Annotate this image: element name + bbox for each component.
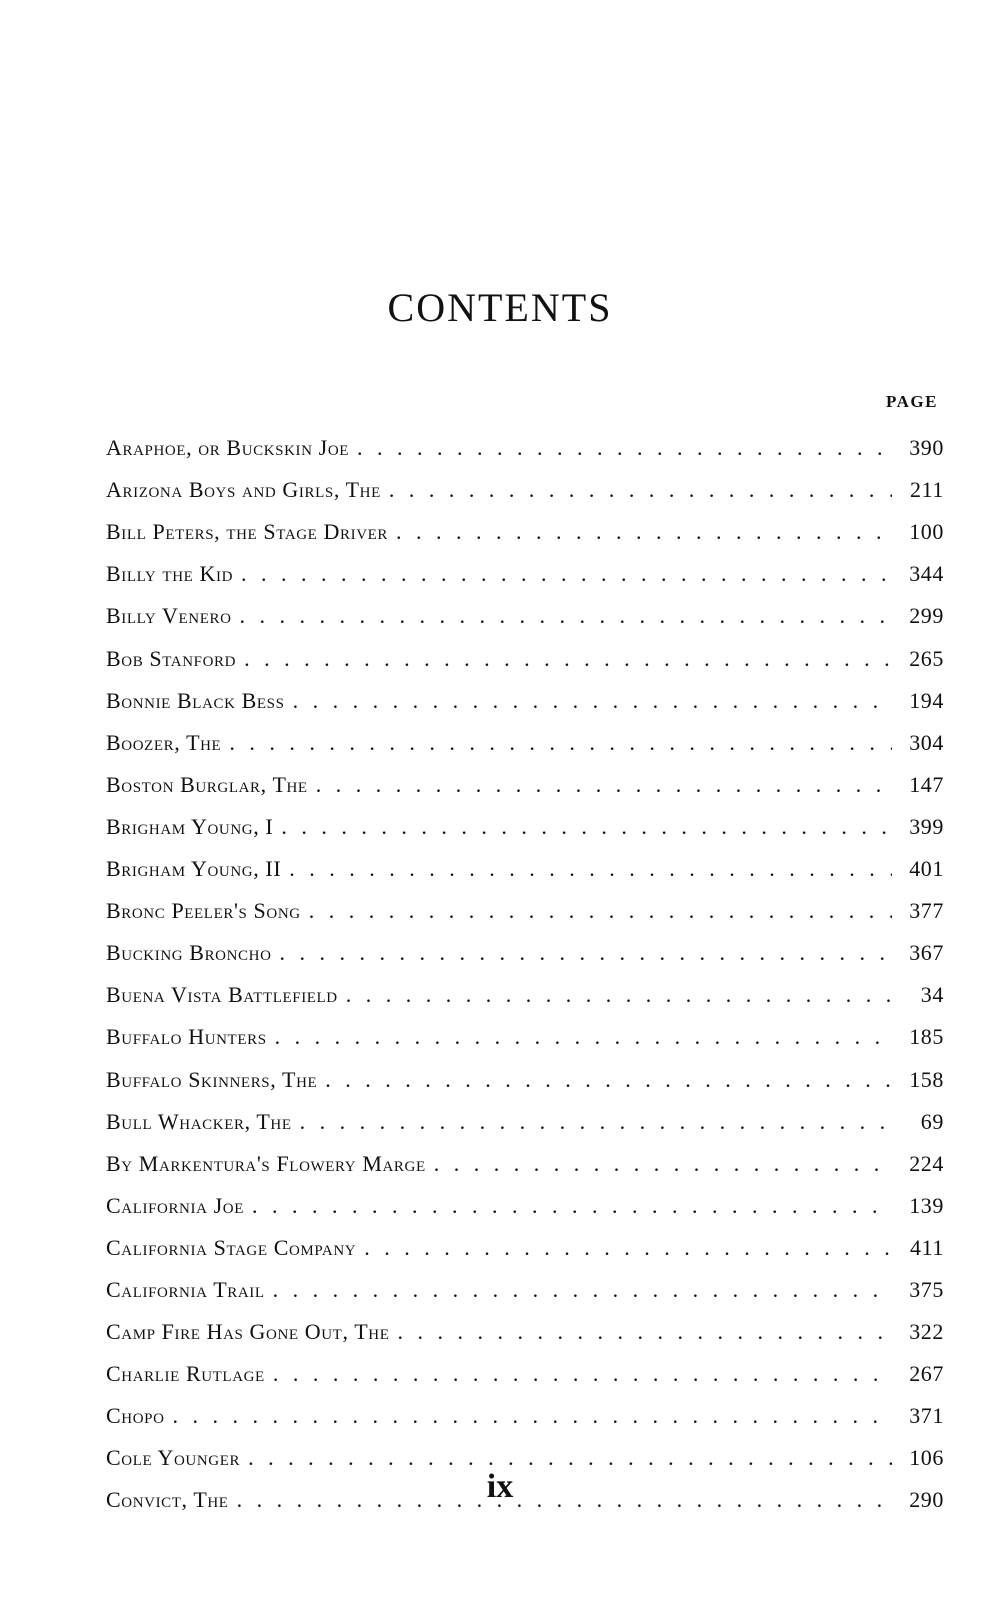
toc-entry-title: Billy the Kid	[106, 561, 233, 587]
dot-leader	[325, 1069, 892, 1091]
toc-entry-page: 371	[909, 1403, 944, 1429]
toc-entry-title: Arizona Boys and Girls, The	[106, 477, 381, 503]
toc-entry-page: 299	[909, 603, 944, 629]
dot-leader	[248, 1447, 892, 1469]
toc-entry	[106, 754, 944, 796]
dot-leader	[229, 732, 892, 754]
toc-entry-title: Bill Peters, the Stage Driver	[106, 519, 389, 545]
toc-entry-page: 390	[909, 435, 944, 461]
toc-entry-page: 290	[909, 1487, 944, 1513]
toc-entry-title: Boston Burglar, The	[106, 771, 308, 797]
page-column-label: PAGE	[886, 392, 938, 411]
toc-entry-page: 69	[920, 1108, 944, 1134]
toc-entry-title: Chopo	[106, 1403, 165, 1429]
dot-leader	[273, 1279, 892, 1301]
dot-leader	[289, 858, 892, 880]
dot-leader	[300, 1111, 892, 1133]
toc-entry-title: Camp Fire Has Gone Out, The	[106, 1319, 390, 1345]
dot-leader	[240, 605, 892, 627]
toc-entry-page: 377	[909, 898, 944, 924]
toc-entry-page: 265	[909, 645, 944, 671]
toc-entry-page: 224	[909, 1150, 944, 1176]
toc-entry-title: Buffalo Skinners, The	[106, 1066, 318, 1092]
toc-entry-page: 411	[910, 1234, 944, 1260]
toc-entry-title: California Joe	[106, 1192, 244, 1218]
toc-entry-page: 401	[909, 856, 944, 882]
toc-entry	[106, 670, 944, 712]
toc-entry	[106, 964, 944, 1006]
toc-entry-title: Araphoe, or Buckskin Joe	[106, 435, 350, 461]
dot-leader	[275, 1026, 892, 1048]
toc-entry-title: Billy Venero	[106, 603, 232, 629]
toc-entry	[106, 1385, 944, 1427]
dot-leader	[173, 1405, 892, 1427]
toc-entry-page: 211	[910, 477, 944, 503]
dot-leader	[252, 1195, 892, 1217]
toc-entry-title: By Markentura's Flowery Marge	[106, 1150, 426, 1176]
toc-entry-page: 194	[909, 687, 944, 713]
dot-leader	[281, 816, 892, 838]
toc-entry-page: 304	[909, 729, 944, 755]
toc-entry-title: California Trail	[106, 1276, 265, 1302]
toc-entry	[106, 1006, 944, 1048]
page-title: CONTENTS	[387, 285, 613, 330]
toc-entry-page: 158	[909, 1066, 944, 1092]
toc-entry	[106, 1427, 944, 1469]
toc-entry	[106, 880, 944, 922]
toc-entry-title: Buffalo Hunters	[106, 1024, 267, 1050]
toc-entry-title: Bonnie Black Bess	[106, 687, 285, 713]
toc-entry-title: Brigham Young, II	[106, 856, 282, 882]
dot-leader	[389, 479, 892, 501]
toc-entry	[106, 1217, 944, 1259]
toc-entry	[106, 1343, 944, 1385]
dot-leader	[434, 1153, 892, 1175]
dot-leader	[357, 437, 892, 459]
toc-entry	[106, 796, 944, 838]
toc-entry-title: Bronc Peeler's Song	[106, 898, 301, 924]
toc-entry	[106, 543, 944, 585]
toc-entry-page: 367	[909, 940, 944, 966]
dot-leader	[293, 690, 892, 712]
toc-entry	[106, 838, 944, 880]
toc-entry	[106, 712, 944, 754]
toc-entry	[106, 1091, 944, 1133]
dot-leader	[241, 563, 892, 585]
toc-entry-page: 185	[909, 1024, 944, 1050]
toc-entry-page: 267	[909, 1361, 944, 1387]
toc-entry	[106, 1301, 944, 1343]
dot-leader	[396, 521, 892, 543]
toc-entry-title: Buena Vista Battlefield	[106, 982, 338, 1008]
toc-entry-page: 106	[909, 1445, 944, 1471]
toc-entry-page: 147	[909, 771, 944, 797]
toc-entry-page: 322	[909, 1319, 944, 1345]
toc-entry	[106, 1048, 944, 1090]
toc-entry-page: 399	[909, 813, 944, 839]
toc-entry-title: Bull Whacker, The	[106, 1108, 292, 1134]
toc-entry-title: Cole Younger	[106, 1445, 241, 1471]
dot-leader	[316, 774, 892, 796]
toc-entry-page: 139	[909, 1192, 944, 1218]
toc-entry	[106, 1175, 944, 1217]
toc-entry-page: 100	[909, 519, 944, 545]
toc-entry-title: Boozer, The	[106, 729, 222, 755]
toc-entry	[106, 459, 944, 501]
toc-entry-title: Brigham Young, I	[106, 813, 274, 839]
dot-leader	[364, 1237, 892, 1259]
contents-list	[106, 417, 944, 1511]
toc-entry-title: Bob Stanford	[106, 645, 237, 671]
toc-entry-title: California Stage Company	[106, 1234, 357, 1260]
toc-entry	[106, 922, 944, 964]
toc-entry-title: Convict, The	[106, 1487, 229, 1513]
dot-leader	[244, 648, 892, 670]
toc-entry	[106, 585, 944, 627]
toc-entry	[106, 417, 944, 459]
toc-entry	[106, 1259, 944, 1301]
toc-entry-page: 375	[909, 1276, 944, 1302]
toc-entry-page: 344	[909, 561, 944, 587]
dot-leader	[346, 984, 892, 1006]
toc-entry-title: Bucking Broncho	[106, 940, 272, 966]
dot-leader	[397, 1321, 892, 1343]
dot-leader	[273, 1363, 892, 1385]
page-number: ix	[486, 1468, 514, 1505]
toc-entry-title: Charlie Rutlage	[106, 1361, 265, 1387]
dot-leader	[309, 900, 892, 922]
toc-entry	[106, 501, 944, 543]
dot-leader	[280, 942, 892, 964]
toc-entry-page: 34	[920, 982, 944, 1008]
toc-entry	[106, 627, 944, 669]
toc-entry	[106, 1133, 944, 1175]
